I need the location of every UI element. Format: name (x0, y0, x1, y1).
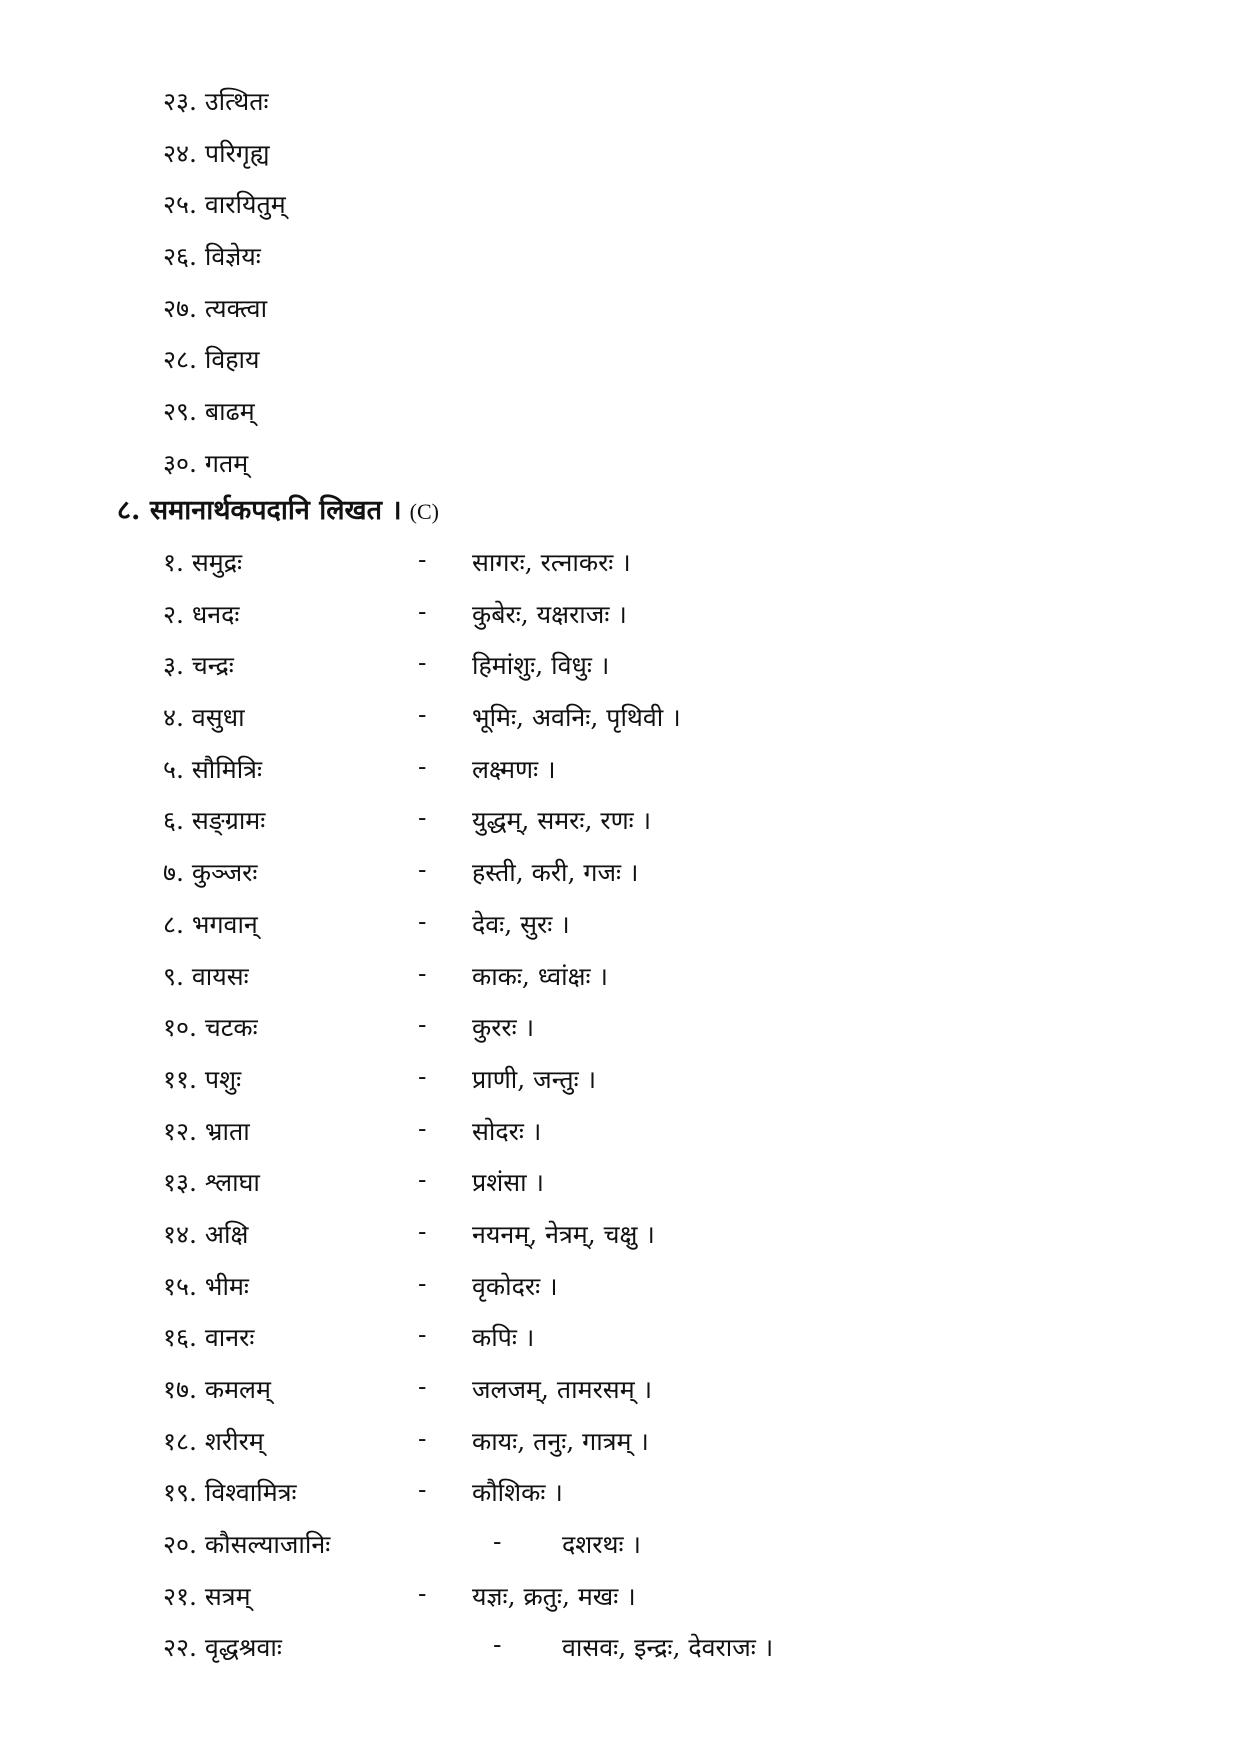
synonym-dash: - (418, 545, 427, 574)
synonym-row (0, 1467, 1241, 1519)
synonym-dash: - (418, 1475, 427, 1505)
synonym-row (0, 1157, 1241, 1209)
synonym-dash: - (418, 700, 427, 730)
synonym-meaning: कौशिकः । (472, 1478, 563, 1508)
synonym-meaning: युद्धम्, समरः, रणः । (472, 806, 652, 836)
synonym-word: २२. वृद्धश्रवाः (163, 1633, 282, 1663)
synonym-word: १९. विश्वामित्रः (163, 1478, 297, 1508)
synonym-row (0, 1571, 1241, 1623)
synonym-row (0, 744, 1241, 796)
synonym-dash: - (418, 1010, 427, 1040)
synonym-dash: - (418, 803, 427, 833)
list-item: २९. बाढम् (163, 397, 255, 427)
synonym-dash: - (493, 1527, 502, 1557)
synonym-word: १२. भ्राता (163, 1116, 250, 1146)
synonym-dash: - (418, 1113, 427, 1143)
list-item: ३०. गतम् (163, 448, 249, 478)
synonym-dash: - (418, 596, 427, 626)
synonym-row (0, 1209, 1241, 1261)
synonym-dash: - (418, 855, 427, 885)
synonym-dash: - (418, 1268, 427, 1298)
synonym-dash: - (418, 958, 427, 988)
synonym-word: १०. चटकः (163, 1013, 258, 1043)
synonym-meaning: वृकोदरः । (472, 1271, 558, 1301)
synonym-dash: - (418, 1165, 427, 1195)
synonym-dash: - (418, 1061, 427, 1091)
synonym-row (0, 692, 1241, 744)
list-item: २८. विहाय (163, 345, 260, 375)
synonym-meaning: कुररः । (472, 1013, 535, 1043)
synonym-meaning: सागरः, रत्नाकरः । (472, 548, 631, 577)
synonym-meaning: कपिः । (472, 1323, 535, 1353)
synonym-row (0, 951, 1241, 1003)
synonym-dash: - (418, 1216, 427, 1246)
synonym-word: ८. भगवान् (163, 909, 258, 939)
synonym-row (0, 795, 1241, 847)
synonym-row (0, 1416, 1241, 1468)
synonym-row (0, 1002, 1241, 1054)
synonym-meaning: यज्ञः, क्रतुः, मखः । (472, 1581, 636, 1611)
synonym-word: १८. शरीरम् (163, 1426, 264, 1456)
synonym-meaning: भूमिः, अवनिः, पृथिवी । (472, 703, 681, 733)
synonym-meaning: नयनम्, नेत्रम्, चक्षु । (472, 1219, 655, 1249)
list-item: २३. उत्थितः (163, 87, 269, 116)
synonym-meaning: सोदरः । (472, 1116, 542, 1146)
synonym-meaning: काकः, ध्वांक्षः । (472, 961, 608, 991)
synonym-meaning: प्राणी, जन्तुः । (472, 1064, 597, 1094)
synonym-word: १७. कमलम् (163, 1375, 271, 1404)
list-item: २४. परिगृह्य (163, 138, 270, 168)
synonym-row (0, 847, 1241, 899)
synonym-meaning: जलजम्, तामरसम् । (472, 1375, 653, 1404)
synonym-dash: - (418, 648, 427, 678)
synonym-word: १३. श्लाघा (163, 1168, 260, 1198)
section-heading (117, 490, 439, 527)
synonym-meaning: दशरथः । (562, 1530, 641, 1560)
synonym-word: १६. वानरः (163, 1323, 255, 1353)
synonym-meaning: हस्ती, करी, गजः । (472, 858, 639, 888)
list-item: २५. वारयितुम् (163, 190, 286, 220)
synonym-dash: - (418, 1578, 427, 1608)
synonym-meaning: वासवः, इन्द्रः, देवराजः । (562, 1633, 774, 1663)
synonym-word: ५. सौमित्रिः (163, 754, 263, 784)
synonym-row (0, 1312, 1241, 1364)
synonym-dash: - (418, 751, 427, 781)
synonym-meaning: हिमांशुः, विधुः । (472, 651, 610, 681)
synonym-word: २०. कौसल्याजानिः (163, 1530, 331, 1560)
synonym-row (0, 1261, 1241, 1313)
synonym-row (0, 1622, 1241, 1674)
synonym-word: १४. अक्षि (163, 1219, 249, 1249)
synonym-row (0, 1106, 1241, 1158)
synonym-word: ४. वसुधा (163, 703, 245, 733)
synonym-dash: - (493, 1630, 502, 1660)
synonym-row (0, 1364, 1241, 1416)
synonym-word: ६. सङ्ग्रामः (163, 806, 266, 836)
synonym-dash: - (418, 1320, 427, 1350)
synonym-word: ७. कुञ्जरः (163, 858, 258, 888)
synonym-row (0, 899, 1241, 951)
synonym-row (0, 1519, 1241, 1571)
synonym-row (0, 640, 1241, 692)
synonym-meaning: देवः, सुरः । (472, 909, 570, 939)
synonym-dash: - (418, 1372, 427, 1401)
section-heading-text: ८. समानार्थकपदानि लिखत । (117, 495, 402, 526)
synonym-meaning: कुबेरः, यक्षराजः । (472, 599, 627, 629)
synonym-word: २. धनदः (163, 599, 240, 629)
synonym-meaning: प्रशंसा । (472, 1168, 545, 1198)
synonym-word: १. समुद्रः (163, 548, 243, 577)
synonym-word: २१. सत्रम् (163, 1581, 251, 1611)
synonym-row (0, 589, 1241, 641)
synonym-dash: - (418, 906, 427, 936)
list-item: २६. विज्ञेयः (163, 242, 261, 272)
synonym-word: ११. पशुः (163, 1064, 242, 1094)
synonym-word: ३. चन्द्रः (163, 651, 234, 681)
top-word-list (163, 76, 286, 490)
synonym-meaning: कायः, तनुः, गात्रम् । (472, 1426, 649, 1456)
section-code: (C) (409, 499, 439, 524)
list-item: २७. त्यक्त्वा (163, 293, 268, 323)
synonym-meaning: लक्ष्मणः । (472, 754, 556, 784)
synonym-row (0, 1054, 1241, 1106)
synonym-word: ९. वायसः (163, 961, 249, 991)
synonym-dash: - (418, 1423, 427, 1453)
synonym-word: १५. भीमः (163, 1271, 249, 1301)
synonym-row (0, 537, 1241, 589)
synonym-list (0, 537, 1241, 1674)
